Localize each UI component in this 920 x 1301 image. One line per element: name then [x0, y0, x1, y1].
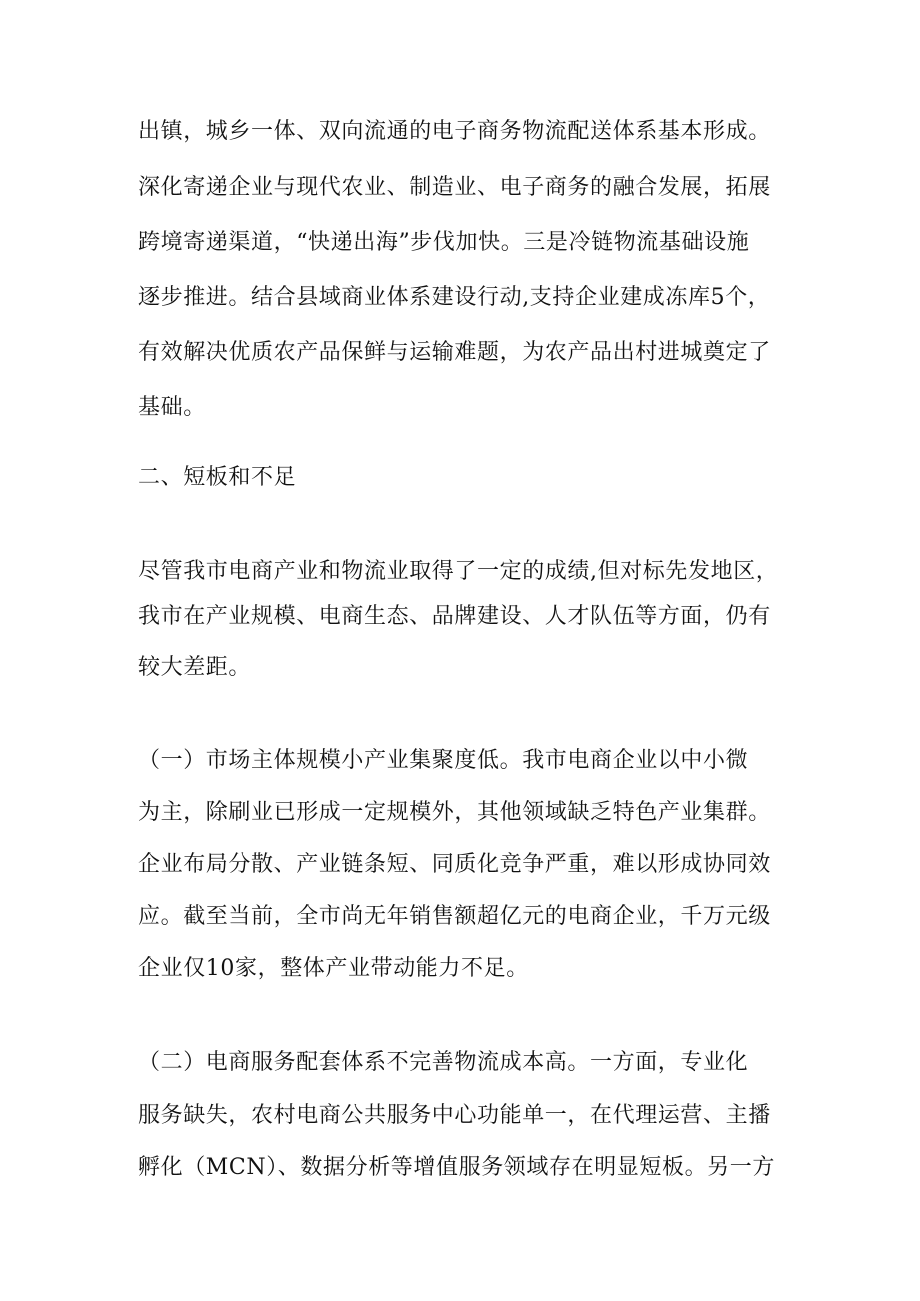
text-line: 孵化（MCN）、数据分析等增值服务领域存在明显短板。另一方 [138, 1155, 776, 1180]
text-line: 企业布局分散、产业链条短、同质化竞争严重，难以形成协同效 [138, 852, 771, 877]
text-line: 出镇，城乡一体、双向流通的电子商务物流配送体系基本形成。 [138, 119, 771, 144]
text-line: 尽管我市电商产业和物流业取得了一定的成绩,但对标先发地区， [138, 559, 779, 584]
text-line: 有效解决优质农产品保鲜与运输难题，为农产品出村进城奠定了 [138, 340, 771, 365]
text-line: 基础。 [138, 395, 206, 420]
text-line: （二）电商服务配套体系不完善物流成本高。一方面，专业化 [138, 1050, 749, 1075]
text-line: 服务缺失，农村电商公共服务中心功能单一，在代理运营、主播 [138, 1103, 771, 1128]
text-line: 较大差距。 [138, 655, 252, 680]
text-line: 应。截至当前，全市尚无年销售额超亿元的电商企业，千万元级 [138, 904, 771, 929]
text-line: 深化寄递企业与现代农业、制造业、电子商务的融合发展，拓展 [138, 175, 771, 200]
text-line: 我市在产业规模、电商生态、品牌建设、人才队伍等方面，仍有 [138, 604, 771, 629]
section-heading: 二、短板和不足 [138, 465, 297, 490]
text-line: 逐步推进。结合县域商业体系建设行动,支持企业建成冻库5个， [138, 285, 771, 310]
text-line: 跨境寄递渠道，“快递出海”步伐加快。三是冷链物流基础设施 [138, 230, 750, 255]
text-line: （一）市场主体规模小产业集聚度低。我市电商企业以中小微 [138, 748, 749, 773]
text-line: 为主，除刷业已形成一定规模外，其他领域缺乏特色产业集群。 [138, 800, 771, 825]
text-line: 企业仅10家，整体产业带动能力不足。 [138, 956, 529, 981]
